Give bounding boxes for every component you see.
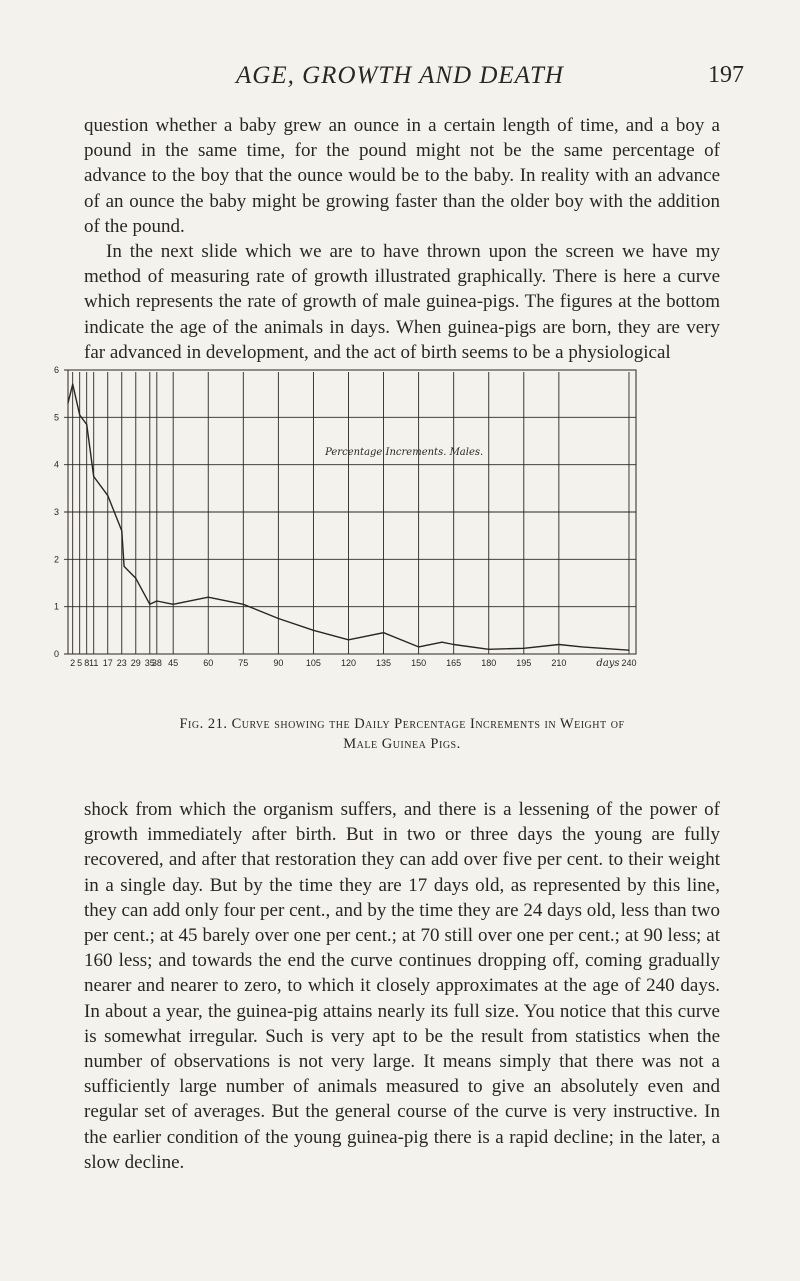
y-tick-label: 5: [54, 412, 59, 423]
x-tick-label: 8: [84, 658, 90, 668]
data-point: [582, 646, 583, 647]
x-tick-label: 23: [116, 658, 127, 668]
x-tick-label: 165: [446, 658, 462, 668]
data-point: [208, 597, 209, 598]
y-tick-label: 2: [54, 554, 59, 565]
data-point: [135, 578, 136, 579]
x-tick-label: 75: [238, 658, 249, 668]
data-point: [523, 648, 524, 649]
data-point: [72, 384, 73, 385]
data-point: [278, 618, 279, 619]
data-point: [243, 604, 244, 605]
x-tick-label: 240: [621, 658, 637, 668]
y-tick-label: 0: [54, 649, 59, 659]
x-tick-label: 180: [481, 658, 497, 668]
x-tick-label: 11: [89, 658, 99, 668]
data-point: [121, 530, 122, 531]
data-point: [156, 600, 157, 601]
x-tick-label: 38: [151, 658, 162, 668]
y-tick-label: 1: [54, 601, 59, 612]
y-tick-label: 4: [54, 459, 59, 470]
data-point: [628, 650, 629, 651]
y-tick-label: 3: [54, 507, 59, 517]
x-axis-unit-label: days: [596, 658, 620, 669]
y-tick-label: 6: [54, 365, 59, 375]
data-point: [348, 639, 349, 640]
growth-chart: [54, 364, 754, 684]
x-tick-label: 210: [551, 658, 567, 668]
data-point: [558, 644, 559, 645]
chart-canvas: [54, 364, 754, 684]
data-point: [418, 646, 419, 647]
figure-caption-text-2: Male Guinea Pigs.: [343, 736, 461, 752]
text-block-top: [84, 113, 720, 365]
x-tick-label: 135: [376, 658, 392, 668]
x-tick-label: 60: [203, 658, 214, 668]
x-tick-label: 17: [102, 658, 113, 668]
data-point: [441, 642, 442, 643]
data-point: [488, 649, 489, 650]
running-head-title: AGE, GROWTH AND DEATH: [236, 62, 564, 89]
x-tick-label: 35: [144, 658, 155, 668]
chart-annotation: Percentage Increments. Males.: [325, 447, 484, 459]
data-point: [123, 566, 124, 567]
x-tick-label: 120: [340, 658, 357, 668]
paragraph: In the next slide which we are to have thrown upon the screen we have my method of measuring rate of growth illustrated graphically. There is here a curve which represents the rate of growth of male guinea-pigs. The figures at the bottom indicate the age of the animals in days. When guinea-pigs are born, they are very far advanced in development, and the act of birth seems to be a physiological: [84, 241, 720, 363]
text-block-bottom: [84, 797, 720, 1175]
x-tick-label: 2: [70, 658, 76, 668]
figure-caption-text: Curve showing the Daily Percentage Increments in Weight of: [231, 716, 625, 732]
data-point: [107, 495, 108, 496]
x-tick-label: 45: [168, 658, 179, 668]
figure-caption: [84, 714, 720, 754]
data-point: [149, 604, 150, 605]
data-point: [79, 414, 80, 415]
x-tick-label: 105: [305, 658, 321, 668]
x-tick-label: 29: [130, 658, 141, 668]
x-tick-label: 150: [411, 658, 427, 668]
data-point: [383, 632, 384, 633]
x-tick-label: 5: [77, 658, 83, 668]
page-number: 197: [708, 62, 744, 88]
x-tick-label: 195: [516, 658, 532, 668]
data-point: [67, 403, 68, 404]
data-point: [453, 644, 454, 645]
paragraph: question whether a baby grew an ounce in a certain length of time, and a boy a pound in the same time, for the pound might not be the same percentage of advance to the boy that the ounce would be to the baby. In reality with an advance of an ounce the baby might be growing faster than the older boy with the addition of the pound.: [84, 115, 720, 237]
paragraph: shock from which the organism suffers, and there is a lessening of the power of growth immediately after birth. But in two or three days the young are fully recovered, and after that restoration they can add over five per cent. to their weight in a single day. But by the time they are 17 days old, as represented by this line, they can add only four per cent., and by the time they are 24 days old, less than two per cent.; at 45 barely over one per cent.; at 70 still over one per cent.; at 90 less; at 160 less; and towards the end the curve continues dropping off, coming gradually nearer and nearer to zero, to which it closely approximates at the age of 240 days. In about a year, the guinea-pig attains nearly its full size. You notice that this curve is somewhat irregular. Such is very apt to be the result from statistics when the number of observations is not very large. It means simply that there was not a sufficiently large number of animals measured to give an absolutely even and regular set of averages. But the general course of the curve is very instructive. In the earlier condition of the young guinea-pig there is a rapid decline; in the later, a slow decline.: [84, 799, 720, 1173]
data-point: [173, 604, 174, 605]
x-tick-label: 90: [273, 658, 284, 668]
figure-label: Fig. 21.: [179, 716, 228, 732]
data-point: [86, 424, 87, 425]
data-point: [313, 630, 314, 631]
data-point: [93, 476, 94, 477]
data-point: [231, 601, 232, 602]
